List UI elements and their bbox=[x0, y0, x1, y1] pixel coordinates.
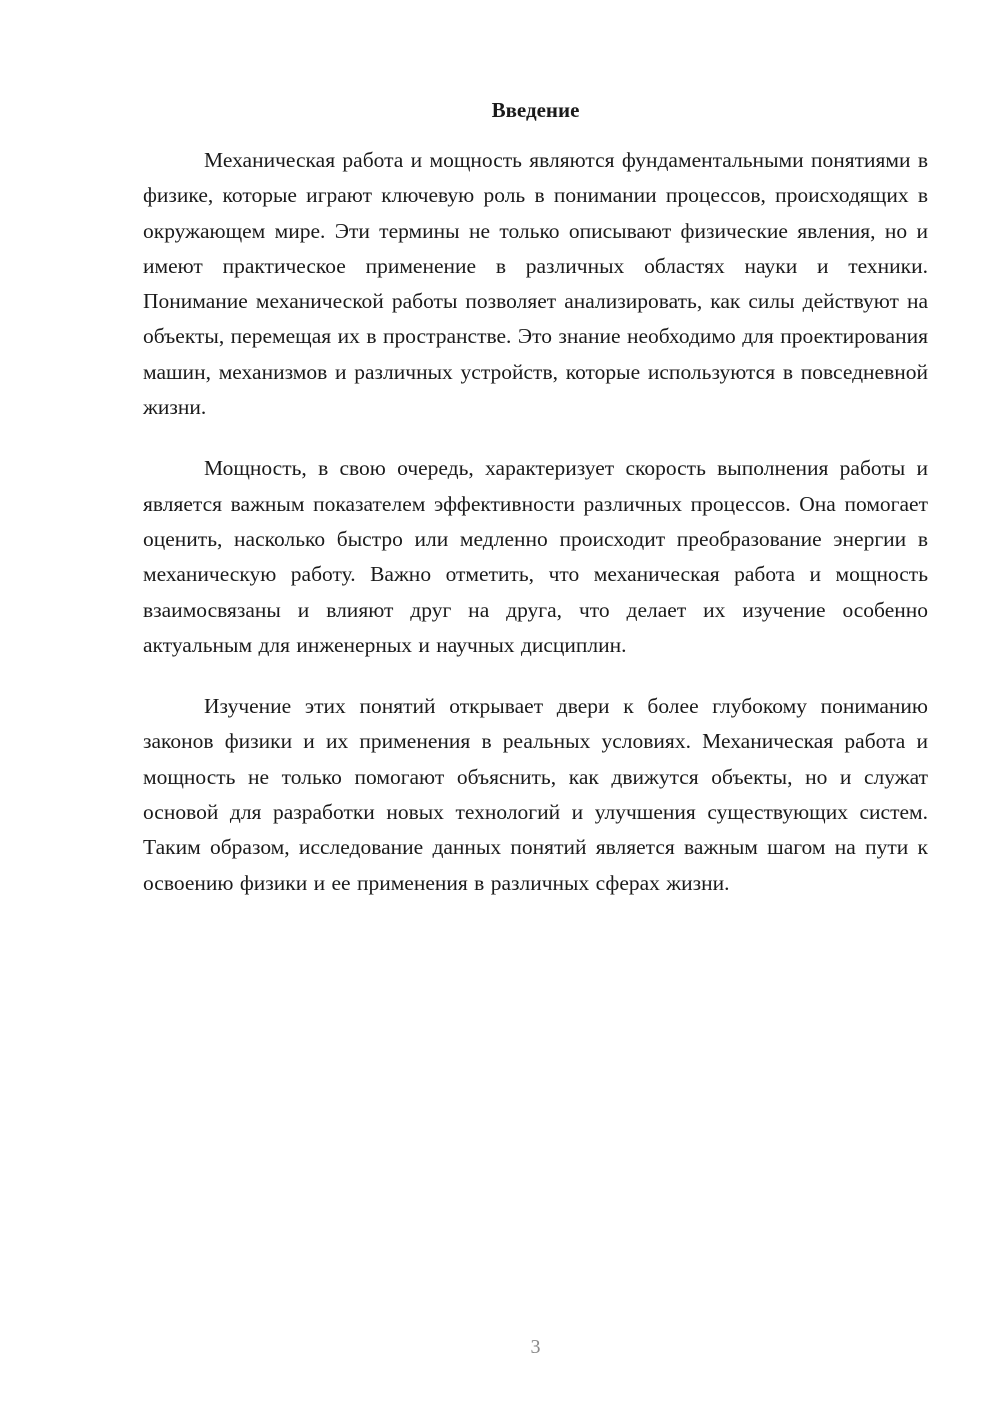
paragraph: Изучение этих понятий открывает двери к более глубокому пониманию законов физики и их применения в реальных условиях. Механическая работа и мощность не только помогают объяснить, как движутся объекты, но и служат основой для разработки новых технологий и улучшения существующих систем. Таким образом, исследование данных понятий является важным шагом на пути к освоению физики и ее применения в различных сферах жизни. bbox=[143, 694, 928, 895]
section-heading: Введение bbox=[491, 98, 580, 122]
body-text bbox=[143, 143, 928, 927]
paragraph: Механическая работа и мощность являются фундаментальными понятиями в физике, которые играют ключевую роль в понимании процессов, происходящих в окружающем мире. Эти термины не только описывают физические явления, но и имеют практическое применение в различных областях науки и техники. Понимание механической работы позволяет анализировать, как силы действуют на объекты, перемещая их в пространстве. Это знание необходимо для проектирования машин, механизмов и различных устройств, которые используются в повседневной жизни. bbox=[143, 148, 928, 420]
paragraph: Мощность, в свою очередь, характеризует скорость выполнения работы и является важным показателем эффективности различных процессов. Она помогает оценить, насколько быстро или медленно происходит преобразование энергии в механическую работу. Важно отметить, что механическая работа и мощность взаимосвязаны и влияют друг на друга, что делает их изучение особенно актуальным для инженерных и научных дисциплин. bbox=[143, 456, 928, 657]
page-number: 3 bbox=[530, 1336, 541, 1358]
